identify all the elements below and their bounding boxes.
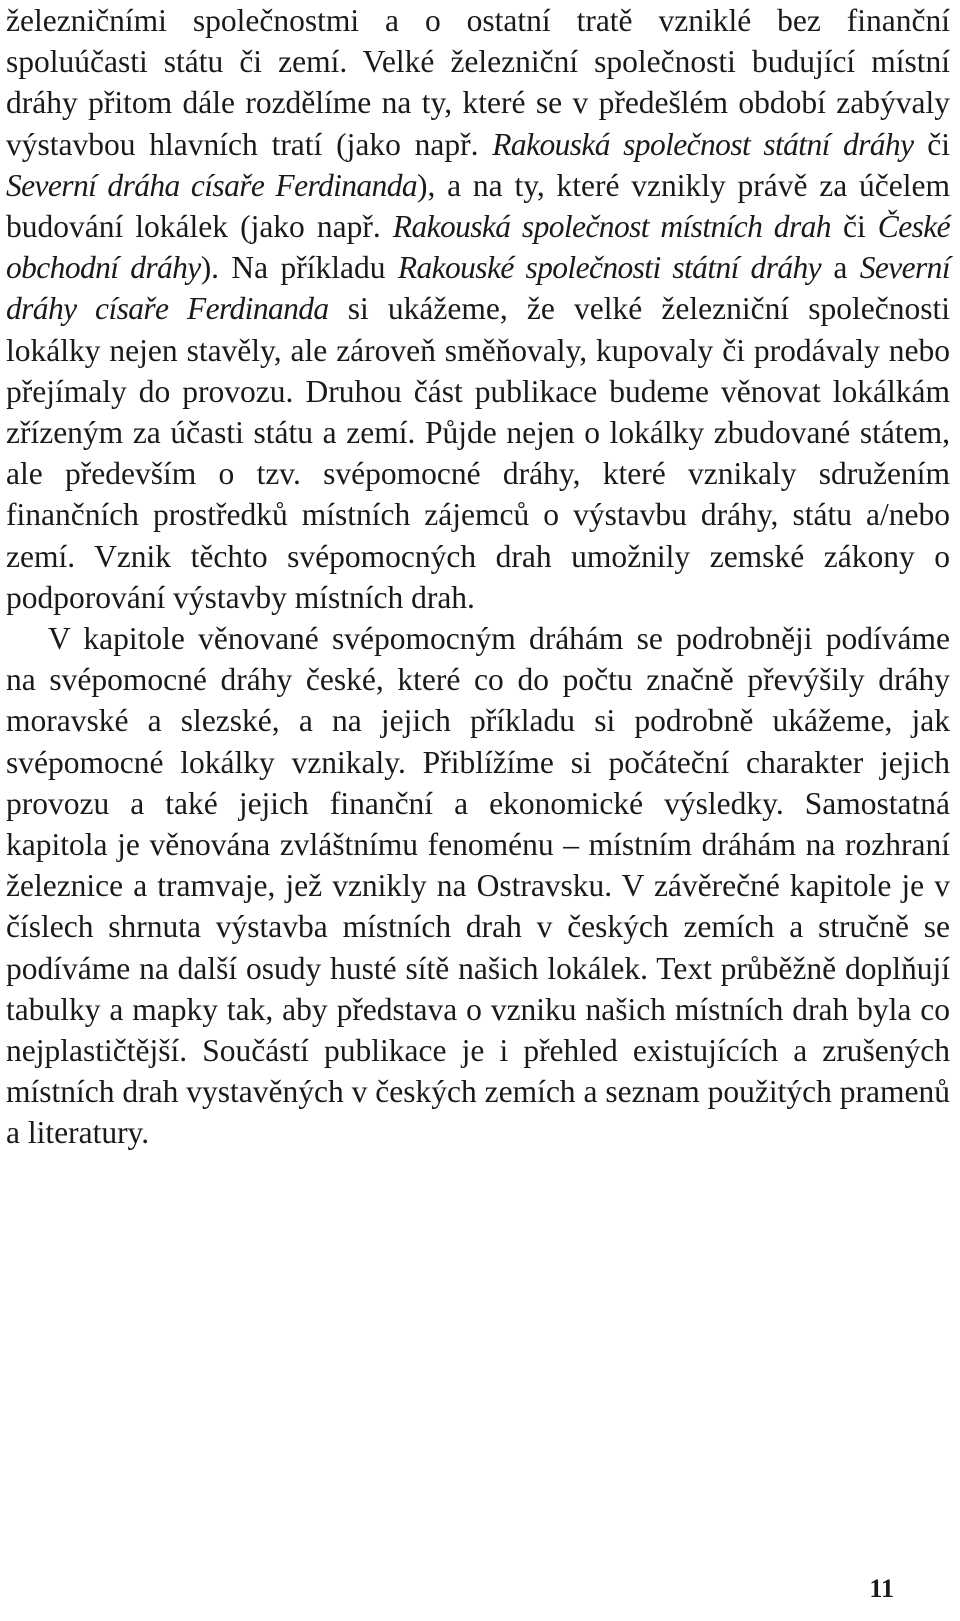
p1-text-6: a — [821, 250, 860, 286]
paragraph-1 — [6, 0, 950, 618]
paragraph-2: V kapitole věnované svépomocným dráhám se podrobněji podíváme na svépomocné dráhy české, které co do počtu značně převýšily dráhy moravské a slezské, a na jejich příkladu si podrobně ukážeme, jak svépomocné lokálky vznikaly. Přiblížíme si počáteční charakter jejich provozu a také jejich finanční a ekonomické výsledky. Samostatná kapitola je věnována zvláštnímu fenoménu – místním dráhám na rozhraní železnice a tramvaje, jež vznikly na Ostravsku. V závěrečné kapitole je v číslech shrnuta výstavba místních drah v českých zemích a stručně se podíváme na další osudy husté sítě našich lokálek. Text průběžně doplňují tabulky a mapky tak, aby představa o vzniku našich místních drah byla co nejplastičtější. Součástí publikace je i přehled existujících a zrušených místních drah vystavěných v českých zemích a seznam použitých pramenů a literatury. — [6, 621, 950, 1151]
p1-text-7: si ukážeme, že velké železniční společnosti lokálky nejen stavěly, ale zároveň směňovaly, kupovaly či prodávaly nebo přejímaly do provozu. Druhou část publikace budeme věnovat lokálkám zřízeným za účasti státu a zemí. Půjde nejen o lokálky zbudované státem, ale především o tzv. svépomocné dráhy, které vznikaly sdružením finančních prostředků místních zájemců o výstavbu dráhy, státu a/nebo zemí. Vznik těchto svépomocných drah umožnily zemské zákony o podporování výstavby místních drah. — [6, 291, 950, 615]
p1-text-2: či — [913, 126, 950, 162]
p1-text-3: ), a na ty, které vznikly právě za účelem budování lokálek (jako např. — [6, 167, 950, 245]
p1-text-1: železničními společnostmi a o ostatní tratě vzniklé bez finanční spoluúčasti státu či zemí. Velké železniční společnosti budující místní dráhy přitom dále rozdělíme na ty, které se v předešlém období zabývaly výstavbou hlavních tratí (jako např. — [6, 3, 950, 162]
p1-italic-severni-drahy: Severní dráhy císaře Ferdinanda — [6, 250, 950, 327]
p1-text-4: či — [830, 209, 878, 245]
p1-italic-rakouska-spolecnost-statni-drahy: Rakouská společnost státní dráhy — [492, 126, 914, 162]
p1-italic-ceske-obchodni-drahy: České obchodní dráhy — [6, 209, 950, 286]
page-number: 11 — [869, 1574, 894, 1603]
p1-italic-rakouske-spolecnosti: Rakouské společnosti státní dráhy — [397, 250, 822, 286]
p1-italic-severni-draha: Severní dráha císaře Ferdinanda — [6, 167, 418, 203]
p1-text-5: ). Na příkladu — [200, 250, 398, 286]
p1-italic-rakouska-spolecnost-mistnich-drah: Rakouská společnost místních drah — [392, 209, 831, 245]
page-body — [6, 0, 950, 1154]
